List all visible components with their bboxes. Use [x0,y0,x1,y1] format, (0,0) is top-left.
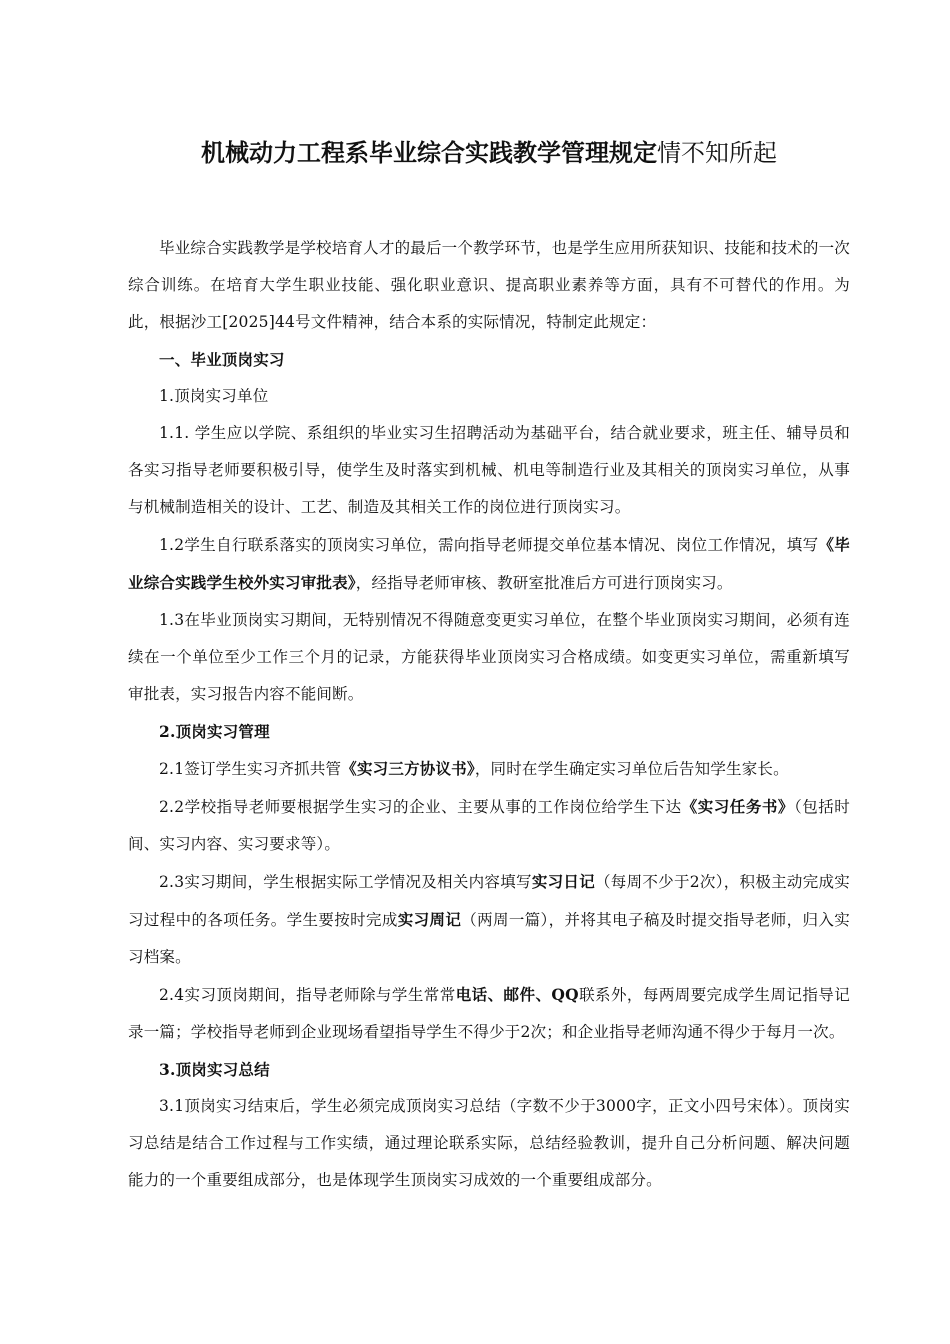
paragraph-2-2-text-c: （包括时间、实习内容、实习要求等）。 [128,798,850,853]
paragraph-2-3 [128,863,850,976]
term-contact-methods: 电话、邮件、QQ [455,985,579,1004]
title-suffix: 情不知所起 [657,139,777,167]
paragraph-1-1: 1.1. 学生应以学院、系组织的毕业实习生招聘活动为基础平台，结合就业要求，班主任、辅导员和各实习指导老师要积极引导，使学生及时落实到机械、机电等制造行业及其相关的顶岗实习单位，从事与机械制造相关的设计、工艺、制造及其相关工作的岗位进行顶岗实习。 [128,424,850,516]
paragraph-2-1-text-a: 2.1签订学生实习齐抓共管 [159,760,342,778]
paragraph-3-1: 3.1顶岗实习结束后，学生必须完成顶岗实习总结（字数不少于3000字，正文小四号宋体）。顶岗实习总结是结合工作过程与工作实绩，通过理论联系实际，总结经验教训，提升自己分析问题、解决问题能力的一个重要组成部分，也是体现学生顶岗实习成效的一个重要组成部分。 [128,1097,850,1189]
paragraph-2-4 [128,976,850,1051]
paragraph-2-2-text-a: 2.2学校指导老师要根据学生实习的企业、主要从事的工作岗位给学生下达 [159,798,682,816]
document-title [128,136,850,170]
paragraph-2-3-text-a: 2.3实习期间，学生根据实际工学情况及相关内容填写 [159,873,532,891]
form-name-task: 《实习任务书》 [681,797,794,816]
term-weekly: 实习周记 [397,910,462,929]
paragraph-1-3: 1.3在毕业顶岗实习期间，无特别情况不得随意变更实习单位，在整个毕业顶岗实习期间，必须有连续在一个单位至少工作三个月的记录，方能获得毕业顶岗实习合格成绩。如变更实习单位，需重新填写审批表，实习报告内容不能间断。 [128,611,850,703]
section-1-heading: 一、毕业顶岗实习 [159,350,285,369]
paragraph-1-2-text-a: 1.2学生自行联系落实的顶岗实习单位，需向指导老师提交单位基本情况、岗位工作情况，填写 [159,536,819,554]
term-diary: 实习日记 [531,872,595,891]
intro-paragraph: 毕业综合实践教学是学校培育人才的最后一个教学环节，也是学生应用所获知识、技能和技术的一次综合训练。在培育大学生职业技能、强化职业意识、提高职业素养等方面，具有不可替代的作用。为此，根据沙工[2025]44号文件精神，结合本系的实际情况，特制定此规定： [128,239,850,331]
paragraph-2-3-text-e: （两周一篇），并将其电子稿及时提交指导老师，归入实习档案。 [128,911,850,966]
paragraph-2-3-text-c: （每周不少于2次），积极主动完成实习过程中的各项任务。学生要按时完成 [128,873,851,929]
subsection-1-heading: 1.顶岗实习单位 [159,387,269,405]
paragraph-2-1-text-c: ，同时在学生确定实习单位后告知学生家长。 [474,760,789,778]
subsection-2-heading: 2.顶岗实习管理 [159,722,270,741]
paragraph-2-2 [128,788,850,863]
subsection-3-heading: 3.顶岗实习总结 [159,1060,270,1079]
paragraph-1-2-text-c: ，经指导老师审核、教研室批准后方可进行顶岗实习。 [355,574,733,592]
paragraph-2-1 [128,750,850,788]
form-name-agreement: 《实习三方协议书》 [341,759,475,778]
paragraph-2-4-text-a: 2.4实习顶岗期间，指导老师除与学生常常 [159,986,456,1004]
form-name-approval: 《毕业综合实践学生校外实习审批表》 [128,535,850,592]
paragraph-1-2 [128,526,850,602]
paragraph-2-4-text-c: 联系外，每两周要完成学生周记指导记录一篇；学校指导老师到企业现场看望指导学生不得少于2次；和企业指导老师沟通不得少于每月一次。 [128,986,850,1041]
title-main: 机械动力工程系毕业综合实践教学管理规定 [201,138,657,167]
